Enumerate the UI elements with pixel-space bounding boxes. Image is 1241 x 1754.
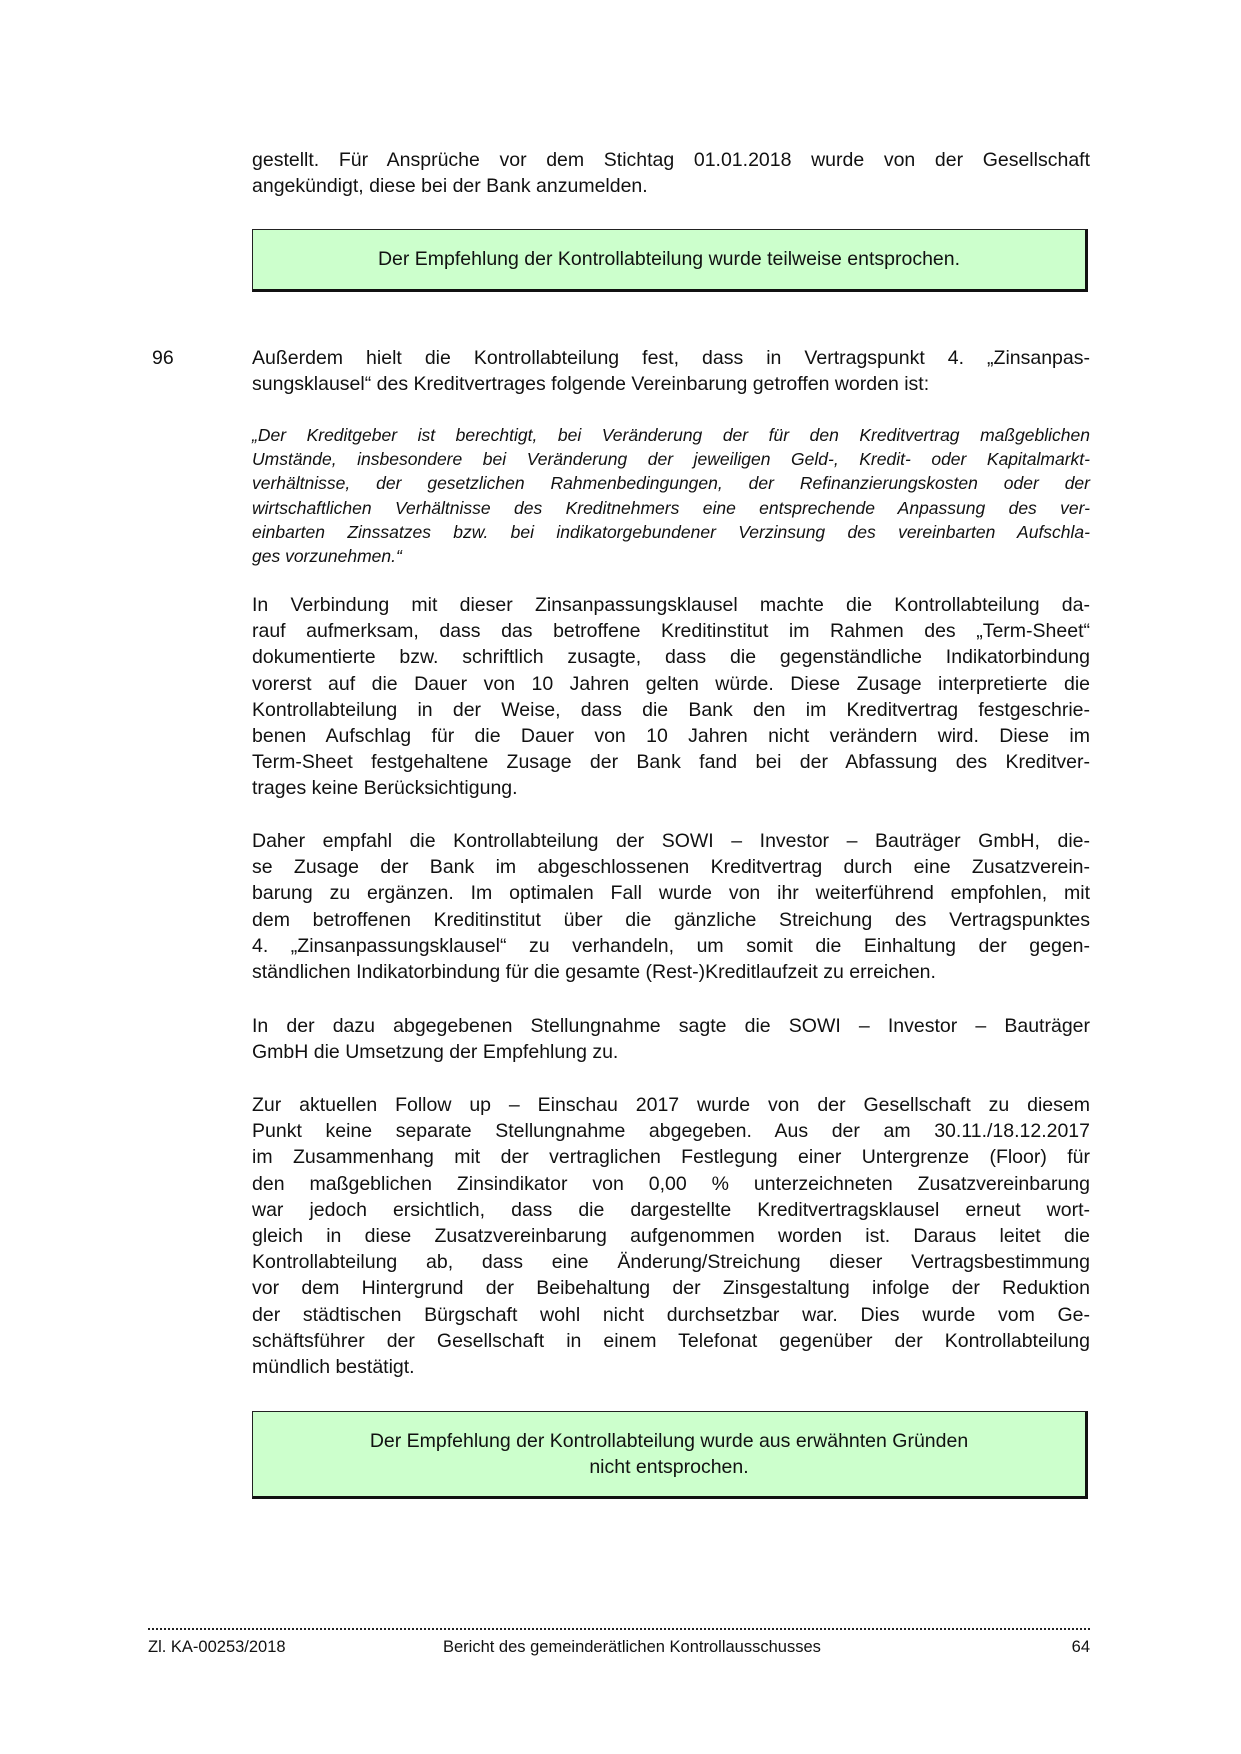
paragraph-interpretation bbox=[252, 592, 1090, 802]
footer-page-number: 64 bbox=[1071, 1638, 1090, 1656]
text-line: dem betroffenen Kreditinstitut über die gänzliche Streichung des Vertragspunktes bbox=[252, 908, 1090, 931]
box-text-line: nicht entsprochen. bbox=[589, 1456, 749, 1478]
text-line: Außerdem hielt die Kontrollabteilung fest, dass in Vertragspunkt 4. „Zinsanpas- bbox=[252, 347, 1090, 369]
text-line: einbarten Zinssatzes bzw. bei indikatorgebundener Verzinsung des vereinbarten Aufschla- bbox=[252, 521, 1090, 542]
result-box-partial bbox=[252, 229, 1088, 292]
text-line: war jedoch ersichtlich, dass die dargestellte Kreditvertragsklausel erneut wort- bbox=[252, 1198, 1090, 1221]
paragraph-96-intro bbox=[252, 345, 1090, 397]
text-line: im Zusammenhang mit der vertraglichen Festlegung einer Untergrenze (Floor) für bbox=[252, 1146, 1090, 1169]
text-line: Zur aktuellen Follow up – Einschau 2017 wurde von der Gesellschaft zu diesem bbox=[252, 1094, 1090, 1116]
footer-divider bbox=[148, 1628, 1090, 1630]
text-line: den maßgeblichen Zinsindikator von 0,00 % unterzeichneten Zusatzvereinbarung bbox=[252, 1172, 1090, 1195]
result-box-not-fulfilled bbox=[252, 1411, 1088, 1499]
text-line: trages keine Berücksichtigung. bbox=[252, 777, 518, 800]
text-line: GmbH die Umsetzung der Empfehlung zu. bbox=[252, 1041, 619, 1064]
text-line: „Der Kreditgeber ist berechtigt, bei Veränderung der für den Kreditvertrag maßgeblichen bbox=[252, 425, 1090, 445]
footer-reference: Zl. KA-00253/2018 bbox=[148, 1638, 286, 1656]
box-text-line: Der Empfehlung der Kontrollabteilung wurde aus erwähnten Gründen bbox=[369, 1429, 969, 1452]
text-line: gestellt. Für Ansprüche vor dem Stichtag 01.01.2018 wurde von der Gesellschaft bbox=[252, 149, 1090, 171]
text-line: ständlichen Indikatorbindung für die gesamte (Rest-)Kreditlaufzeit zu erreichen. bbox=[252, 960, 936, 983]
text-line: rauf aufmerksam, dass das betroffene Kreditinstitut im Rahmen des „Term-Sheet“ bbox=[252, 620, 1090, 643]
paragraph-follow-up bbox=[252, 1092, 1090, 1380]
text-line: Kontrollabteilung in der Weise, dass die Bank den im Kreditvertrag festgeschrie- bbox=[252, 698, 1090, 721]
text-line: Umstände, insbesondere bei Veränderung der jeweiligen Geld-, Kredit- oder Kapitalmarkt- bbox=[252, 449, 1090, 470]
text-line: In Verbindung mit dieser Zinsanpassungsklausel machte die Kontrollabteilung da- bbox=[252, 594, 1090, 616]
text-line: barung zu ergänzen. Im optimalen Fall wurde von ihr weiterführend empfohlen, mit bbox=[252, 882, 1090, 905]
text-line: schäftsführer der Gesellschaft in einem Telefonat gegenüber der Kontrollabteilung bbox=[252, 1329, 1090, 1352]
text-line: wirtschaftlichen Verhältnisse des Kreditnehmers eine entsprechende Anpassung des ver- bbox=[252, 497, 1090, 518]
text-line: Daher empfahl die Kontrollabteilung der SOWI – Investor – Bauträger GmbH, die- bbox=[252, 830, 1090, 852]
text-line: se Zusage der Bank im abgeschlossenen Kreditvertrag durch eine Zusatzverein- bbox=[252, 856, 1090, 879]
text-line: Term-Sheet festgehaltene Zusage der Bank fand bei der Abfassung des Kreditver- bbox=[252, 751, 1090, 774]
text-line: vorerst auf die Dauer von 10 Jahren gelten würde. Diese Zusage interpretierte die bbox=[252, 672, 1090, 695]
text-line: dokumentierte bzw. schriftlich zusagte, dass die gegenständliche Indikatorbindung bbox=[252, 646, 1090, 669]
text-line: mündlich bestätigt. bbox=[252, 1355, 415, 1378]
box-text-line: Der Empfehlung der Kontrollabteilung wurde teilweise entsprochen. bbox=[377, 248, 961, 271]
text-line: angekündigt, diese bei der Bank anzumelden. bbox=[252, 175, 648, 198]
text-line: vor dem Hintergrund der Beibehaltung der Zinsgestaltung infolge der Reduktion bbox=[252, 1277, 1090, 1300]
text-line: Punkt keine separate Stellungnahme abgegeben. Aus der am 30.11./18.12.2017 bbox=[252, 1120, 1090, 1143]
paragraph-statement bbox=[252, 1013, 1090, 1065]
text-line: 4. „Zinsanpassungsklausel“ zu verhandeln, um somit die Einhaltung der gegen- bbox=[252, 934, 1090, 957]
text-line: sungsklausel“ des Kreditvertrages folgende Vereinbarung getroffen worden ist: bbox=[252, 373, 930, 396]
paragraph-recommendation bbox=[252, 828, 1090, 985]
text-line: In der dazu abgegebenen Stellungnahme sagte die SOWI – Investor – Bauträger bbox=[252, 1015, 1090, 1037]
text-line: der städtischen Bürgschaft wohl nicht durchsetzbar war. Dies wurde vom Ge- bbox=[252, 1303, 1090, 1326]
paragraph-number: 96 bbox=[152, 347, 174, 369]
text-line: ges vorzunehmen.“ bbox=[252, 545, 402, 566]
paragraph-intro bbox=[252, 147, 1090, 199]
text-line: verhältnisse, der gesetzlichen Rahmenbedingungen, der Refinanzierungskosten oder der bbox=[252, 473, 1090, 494]
text-line: Kontrollabteilung ab, dass eine Änderung/Streichung dieser Vertragsbestimmung bbox=[252, 1251, 1090, 1274]
contract-clause-quote bbox=[252, 423, 1090, 568]
footer-title: Bericht des gemeinderätlichen Kontrollausschusses bbox=[443, 1638, 821, 1656]
text-line: gleich in diese Zusatzvereinbarung aufgenommen worden ist. Daraus leitet die bbox=[252, 1224, 1090, 1247]
text-line: benen Aufschlag für die Dauer von 10 Jahren nicht verändern wird. Diese im bbox=[252, 724, 1090, 747]
